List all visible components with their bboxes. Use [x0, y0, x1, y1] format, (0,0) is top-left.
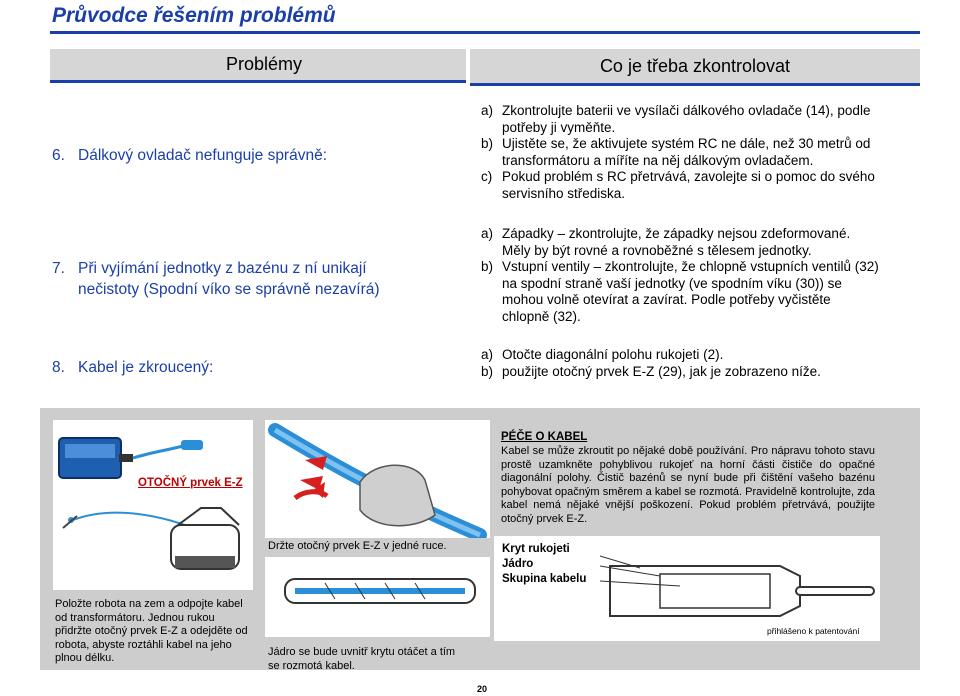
solution-6: [481, 103, 921, 202]
problem-text: Kabel je zkroucený:: [78, 359, 214, 376]
part-label: Jádro: [502, 558, 534, 570]
patent-note: přihlášeno k patentování: [767, 626, 860, 636]
robot-illustration: [53, 420, 253, 590]
header-problems: Problémy: [50, 49, 466, 83]
part-label: Kryt rukojeti: [502, 543, 570, 555]
care-title: PÉČE O KABEL: [501, 431, 588, 443]
problem-text: Dálkový ovladač nefunguje správně:: [78, 147, 328, 164]
part-label: Skupina kabelu: [502, 573, 587, 585]
caption-hold: Držte otočný prvek E-Z v jedné ruce.: [268, 540, 447, 552]
solution-item: a) Západky – zkontrolujte, že západky nejsou zdeformované. Měly by být rovné a rovnoběžné s tělesem jednotky.: [481, 226, 851, 258]
solution-7: [481, 226, 921, 325]
solution-item: c) Pokud problém s RC přetrvává, zavolejte si o pomoc do svého servisního střediska.: [481, 169, 875, 201]
header-check: Co je třeba zkontrolovat: [470, 49, 920, 86]
page-number: 20: [477, 684, 488, 694]
problem-text: Při vyjímání jednotky z bazénu z ní unikají nečistoty (Spodní víko se správně nezavírá): [78, 260, 380, 298]
solution-item: a) Otočte diagonální polohu rukojeti (2).: [481, 347, 724, 362]
solution-item: b) Vstupní ventily – zkontrolujte, že chlopně vstupních ventilů (32) na spodní straně vaší jednotky (ve spodním víku (30)) se mohou volně otevírat a zavírat. Podle potřeby vyčistěte chlopně (32).: [481, 259, 879, 324]
ez-swivel-label: OTOČNÝ prvek E-Z: [138, 477, 243, 489]
part-labels: [502, 542, 586, 587]
caption-core: Jádro se bude uvnitř krytu otáčet a tím se rozmotá kabel.: [268, 646, 456, 672]
caption-place: Položte robota na zem a odpojte kabel od transformátoru. Jednou rukou přidržte otočný prvek E-Z a odejděte od robota, abyste roztáhli kabel na jeho plnou délku.: [55, 598, 248, 664]
solution-item: b) použijte otočný prvek E-Z (29), jak je zobrazeno níže.: [481, 363, 821, 379]
core-illustration: [265, 557, 490, 637]
problem-number: 7.: [52, 260, 65, 277]
hand-illustration: [265, 420, 490, 538]
solution-item: b) Ujistěte se, že aktivujete systém RC ne dále, než 30 metrů od transformátoru a míříte na něj dálkovým ovladačem.: [481, 136, 871, 168]
solution-8: [481, 347, 921, 380]
page-title: Průvodce řešením problémů: [52, 4, 336, 27]
solution-item: a) Zkontrolujte baterii ve vysílači dálkového ovladače (14), podle potřeby ji vyměňte.: [481, 103, 871, 135]
title-rule: [50, 31, 920, 34]
problem-number: 8.: [52, 359, 65, 376]
care-text: Kabel se může zkroutit po nějaké době používání. Pro nápravu tohoto stavu prostě uzamkněte pohyblivou rukojeť na horní části čističe do opačné diagonální polohy. Čistič bazénů se nyní bude při čištění vašeho bazénu pohybovat opačným směrem a kabel se rozmotá. Pravidelně kontrolujte, zda kabel nemá nějaké vnější poškození. Pokud problém přetrvává, použijte otočný prvek E-Z.: [501, 445, 875, 525]
problem-number: 6.: [52, 147, 65, 164]
